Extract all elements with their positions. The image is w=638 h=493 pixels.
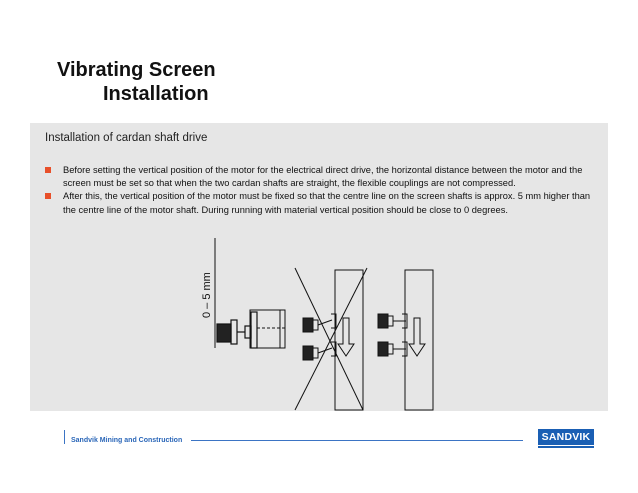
bullet-item	[44, 190, 592, 216]
footer-divider	[64, 430, 65, 444]
footer-company: Sandvik Mining and Construction	[71, 437, 183, 444]
bullet-square-icon	[45, 193, 51, 199]
section-heading: Installation of cardan shaft drive	[45, 132, 208, 144]
coupling-housing	[250, 310, 287, 348]
bullet-square-icon	[45, 167, 51, 173]
down-arrow-icon	[338, 318, 354, 356]
bullet-text: Before setting the vertical position of the motor for the electrical direct drive, the horizontal distance between the motor and the screen must be set so that when the two cardan shafts are straight, the flexible couplings are not compressed.	[63, 165, 583, 189]
incorrect-installation	[295, 268, 367, 410]
cardan-shaft-diagram	[195, 238, 455, 413]
slide-title	[57, 58, 216, 106]
correct-installation	[378, 270, 433, 410]
motor-icon	[303, 318, 318, 360]
bullet-text: After this, the vertical position of the motor must be fixed so that the centre line on the screen shafts is approx. 5 mm higher than the centre line of the motor shaft. During running with material vertical position should be close to 0 degrees.	[63, 191, 591, 215]
title-line-1: Vibrating Screen	[57, 59, 216, 81]
footer-rule	[191, 440, 523, 441]
logo-underline	[538, 446, 594, 448]
title-line-2: Installation	[103, 83, 209, 105]
motor-icon	[378, 314, 393, 356]
down-arrow-icon	[409, 318, 425, 356]
sandvik-logo: SANDVIK	[538, 429, 594, 445]
motor-icon	[217, 312, 257, 348]
bullet-list	[44, 164, 592, 217]
bullet-item	[44, 164, 592, 190]
dimension-label: 0 – 5 mm	[201, 272, 213, 318]
